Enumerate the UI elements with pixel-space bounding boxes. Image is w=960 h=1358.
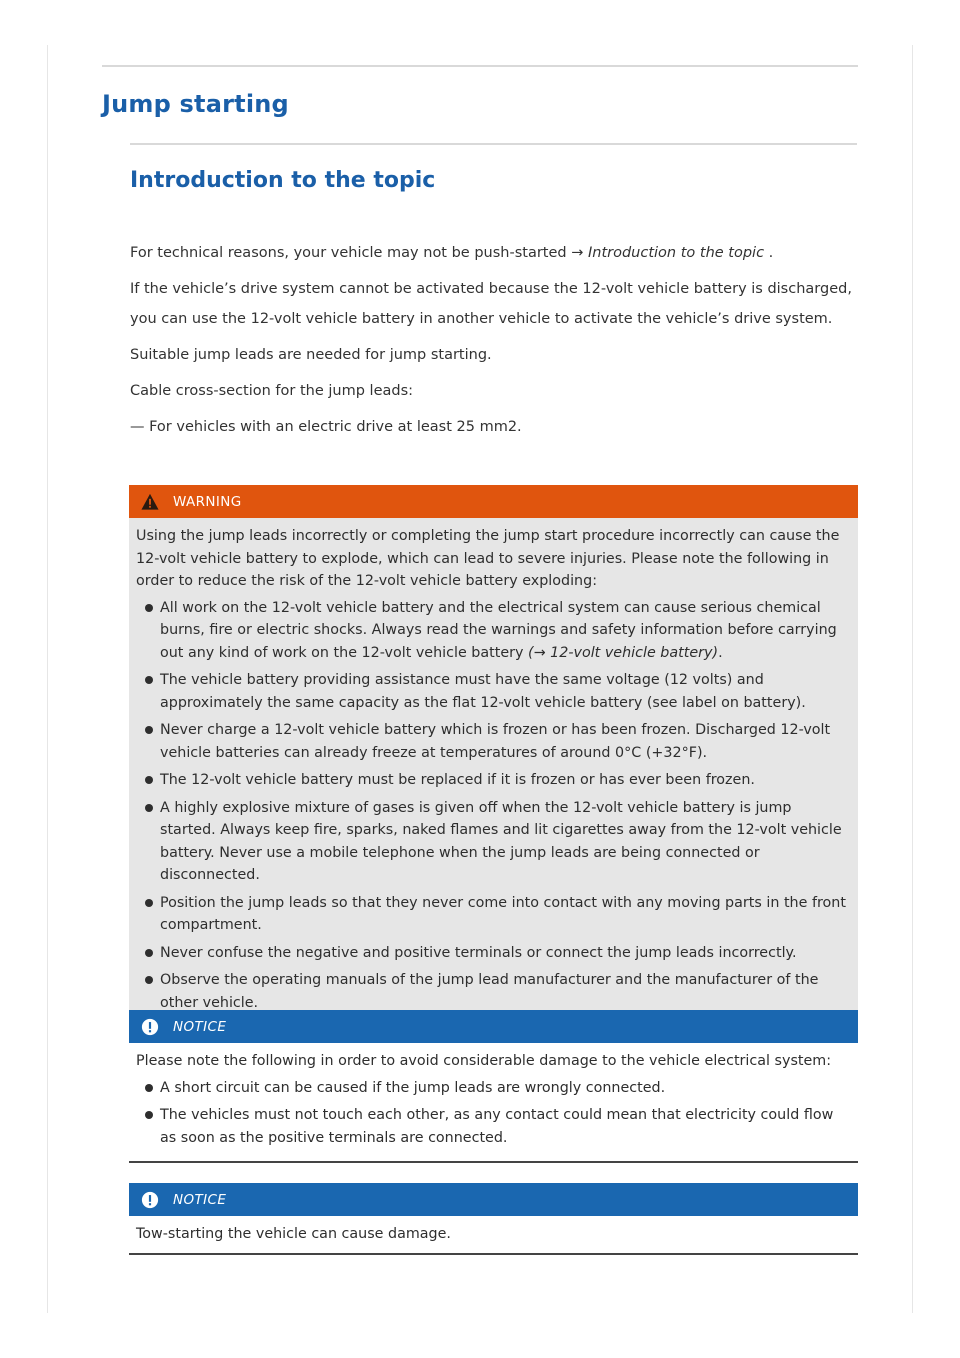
list-item: Observe the operating manuals of the jump lead manufacturer and the manufacturer of the other vehicle. bbox=[136, 969, 850, 1014]
intro-paragraph-2: If the vehicle’s drive system cannot be activated because the 12-volt vehicle battery is discharged, you can use the 12-volt vehicle battery in another vehicle to activate the vehicle’s drive system. bbox=[130, 281, 852, 327]
warning-body bbox=[129, 518, 858, 1028]
warning-list bbox=[136, 597, 850, 1015]
list-item: A short circuit can be caused if the jump leads are wrongly connected. bbox=[136, 1077, 850, 1100]
warning-triangle-icon bbox=[141, 493, 159, 511]
top-divider bbox=[102, 65, 858, 67]
notice-header bbox=[129, 1010, 858, 1043]
notice-header bbox=[129, 1183, 858, 1216]
cross-reference-link[interactable]: → Introduction to the topic bbox=[571, 245, 765, 261]
notice-text: Tow-starting the vehicle can cause damage. bbox=[136, 1226, 451, 1242]
intro-paragraph-5: — For vehicles with an electric drive at least 25 mm2. bbox=[130, 419, 522, 435]
left-margin-line bbox=[47, 45, 48, 1313]
list-item: All work on the 12-volt vehicle battery and the electrical system can cause serious chemical burns, fire or electric shocks. Always read the warnings and safety information before carrying out any kind of work on the 12-volt vehicle battery (→ 12-volt vehicle battery). bbox=[136, 597, 850, 665]
list-item: The vehicle battery providing assistance must have the same voltage (12 volts) and approximately the same capacity as the flat 12-volt vehicle battery (see label on battery). bbox=[136, 669, 850, 714]
list-item: Never confuse the negative and positive terminals or connect the jump leads incorrectly. bbox=[136, 942, 850, 965]
warning-intro: Using the jump leads incorrectly or completing the jump start procedure incorrectly can cause the 12-volt vehicle battery to explode, which can lead to severe injuries. Please note the following in order to reduce the risk of the 12-volt vehicle battery exploding: bbox=[136, 528, 840, 589]
intro-paragraph-4: Cable cross-section for the jump leads: bbox=[130, 383, 414, 399]
notice-body bbox=[129, 1043, 858, 1163]
intro-text bbox=[130, 238, 860, 448]
warning-box bbox=[129, 485, 858, 1028]
exclamation-circle-icon bbox=[141, 1191, 159, 1209]
notice-label: NOTICE bbox=[173, 1018, 227, 1035]
exclamation-circle-icon bbox=[141, 1018, 159, 1036]
notice-box-2 bbox=[129, 1183, 858, 1255]
notice-label: NOTICE bbox=[173, 1191, 227, 1208]
list-item: The vehicles must not touch each other, as any contact could mean that electricity could flow as soon as the positive terminals are connected. bbox=[136, 1104, 850, 1149]
notice-list bbox=[136, 1077, 850, 1150]
list-item: Position the jump leads so that they never come into contact with any moving parts in the front compartment. bbox=[136, 892, 850, 937]
list-item: The 12-volt vehicle battery must be replaced if it is frozen or has ever been frozen. bbox=[136, 769, 850, 792]
warning-label: WARNING bbox=[173, 493, 242, 510]
intro-paragraph-1: For technical reasons, your vehicle may not be push-started → Introduction to the topic . bbox=[130, 245, 774, 261]
section-title: Introduction to the topic bbox=[130, 168, 436, 193]
notice-body bbox=[129, 1216, 858, 1255]
notice-box-1 bbox=[129, 1010, 858, 1163]
battery-reference-link[interactable]: (→ 12-volt vehicle battery) bbox=[528, 644, 719, 661]
section-divider bbox=[130, 143, 857, 145]
list-item: Never charge a 12-volt vehicle battery which is frozen or has been frozen. Discharged 12-volt vehicle batteries can already freeze at temperatures of around 0°C (+32°F). bbox=[136, 719, 850, 764]
warning-header bbox=[129, 485, 858, 518]
intro-paragraph-3: Suitable jump leads are needed for jump starting. bbox=[130, 347, 492, 363]
notice-intro: Please note the following in order to avoid considerable damage to the vehicle electrical system: bbox=[136, 1053, 832, 1069]
list-item: A highly explosive mixture of gases is given off when the 12-volt vehicle battery is jump started. Always keep fire, sparks, naked flames and lit cigarettes away from the 12-volt vehicle battery. Never use a mobile telephone when the jump leads are being connected or disconnected. bbox=[136, 797, 850, 887]
page-title: Jump starting bbox=[102, 90, 289, 118]
right-margin-line bbox=[912, 45, 913, 1313]
